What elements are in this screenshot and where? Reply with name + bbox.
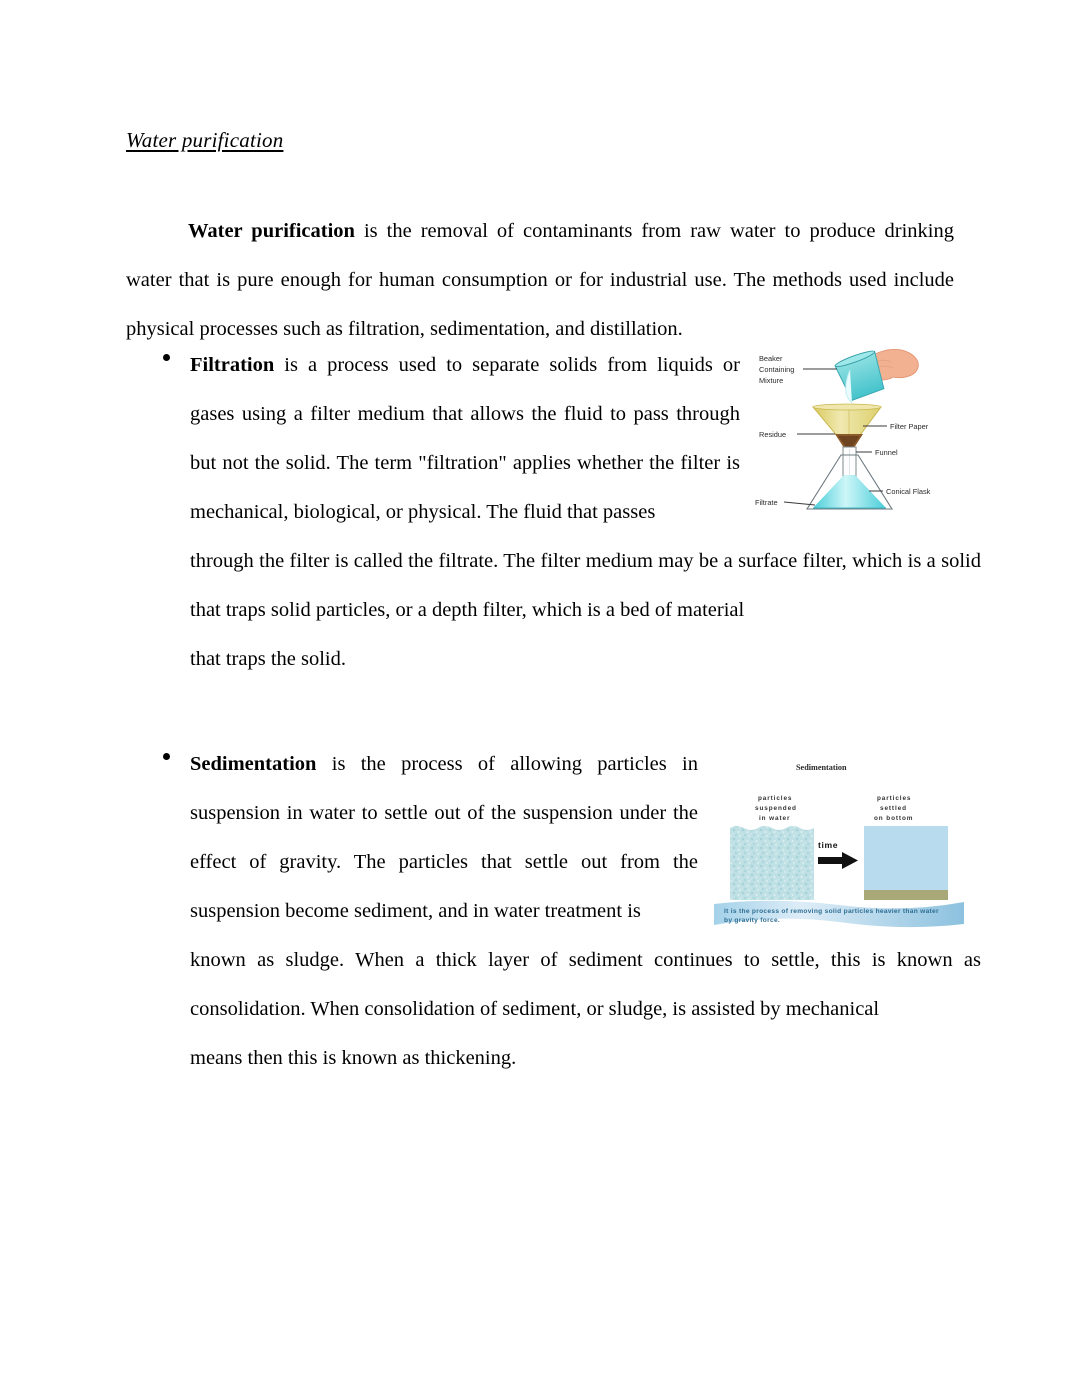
sedimentation-text-wide: known as sludge. When a thick layer of sediment continues to settle, this is known as consolidation. When consolidation of sediment, or sludge, is assisted by mechanical [190,949,981,1020]
sed-right-label-line2: settled [880,805,907,812]
sed-left-label-line2: suspended [755,805,797,812]
time-label: time [818,840,839,850]
sed-right-label-line1: particles [877,795,912,802]
filtration-term: Filtration [190,354,275,376]
label-conical-flask: Conical Flask [886,487,931,496]
filtration-text-a: is a process used to separate solids from liquids or gases using a filter medium that allows the fluid to pass through but not the solid. The term "filtration" applies whether the filter is mechanical, biological, or physical. The fluid that passes [190,354,740,523]
beaker-with-hand-icon [834,349,918,403]
filtration-text-narrow [190,341,740,537]
sedimentation-figure-title: Sedimentation [796,763,847,772]
page-title: Water purification [126,128,284,152]
label-beaker-line1: Beaker [759,354,783,363]
sedimentation-diagram [714,756,964,928]
sedimentation-text-last: means then this is known as thickening. [190,1047,517,1069]
label-filtrate: Filtrate [755,498,778,507]
settled-panel-icon [864,826,948,900]
label-filter-paper: Filter Paper [890,422,929,431]
figure-caption [714,901,964,927]
sedimentation-term: Sedimentation [190,753,317,775]
filtration-diagram [753,337,965,527]
intro-lead-term: Water purification [188,219,355,242]
bullet-marker-icon [163,753,170,760]
filtration-text-last: that traps the solid. [190,648,347,670]
time-arrow-icon [818,852,858,869]
sed-left-label-line3: in water [759,815,791,822]
intro-body-text: is the removal of contaminants from raw water to produce drinking water that is pure enough for human consumption or for industrial use. The methods used include physical processes such as filtration, sedimentation, and distillation. [126,219,954,340]
sedimentation-text-narrow [190,740,698,936]
caption-line2: by gravity force. [724,917,781,924]
label-residue: Residue [759,430,787,439]
filtration-text-wide: through the filter is called the filtrate. The filter medium may be a surface filter, which is a solid that traps solid particles, or a depth filter, which is a bed of material [190,550,981,621]
bullet-marker-icon [163,354,170,361]
suspension-panel-icon [730,826,814,900]
label-beaker-line2: Containing [759,365,795,374]
sedimentation-text-a: is the process of allowing particles in suspension in water to settle out of the suspension under the effect of gravity. The particles that settle out from the suspension become sediment, and in water treatment is [190,753,698,922]
caption-line1: It is the process of removing solid particles heavier than water [724,908,939,915]
intro-paragraph [126,207,954,354]
label-beaker-line3: Mixture [759,376,784,385]
label-funnel: Funnel [875,448,898,457]
sed-left-label-line1: particles [758,795,793,802]
sed-right-label-line3: on bottom [874,815,914,822]
